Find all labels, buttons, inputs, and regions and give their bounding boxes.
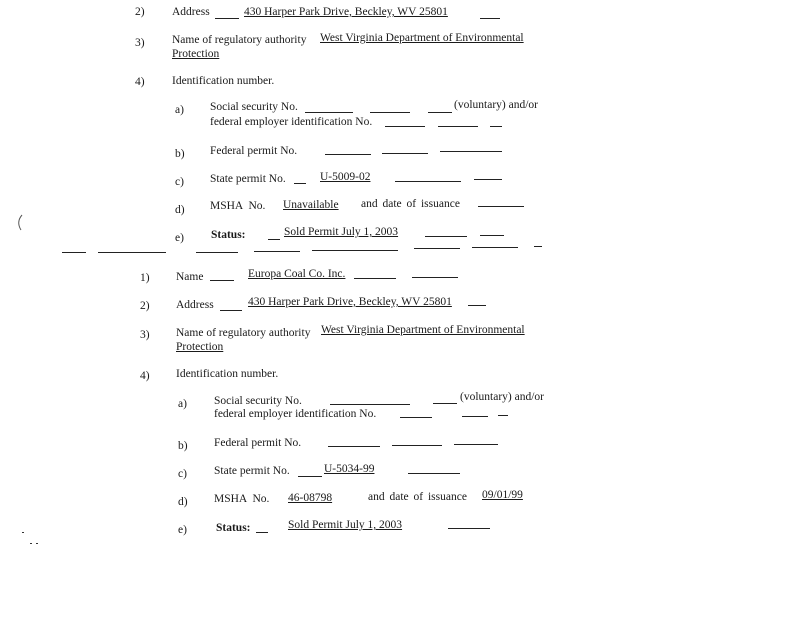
blank-line	[305, 112, 353, 113]
b2-item1-number: 1)	[140, 272, 150, 284]
separator-line	[254, 251, 300, 252]
b2-issuance-date: 09/01/99	[482, 489, 523, 501]
blank-line	[220, 310, 242, 311]
b1-b-letter: b)	[175, 148, 185, 160]
blank-line	[400, 417, 432, 418]
b2-address-label: Address	[176, 299, 214, 311]
b1-msha-value: Unavailable	[283, 199, 339, 211]
blank-line	[256, 532, 268, 533]
b2-voluntary-note: (voluntary) and/or	[460, 391, 544, 403]
blank-line	[354, 278, 396, 279]
blank-line	[428, 112, 452, 113]
blank-line	[490, 126, 502, 127]
b1-state-permit-value: U-5009-02	[320, 171, 371, 183]
b1-address-label: Address	[172, 6, 210, 18]
b1-regulatory-label: Name of regulatory authority	[172, 34, 307, 46]
b2-d-letter: d)	[178, 496, 188, 508]
blank-line	[328, 446, 380, 447]
b2-state-permit-value: U-5034-99	[324, 463, 375, 475]
b1-voluntary-note: (voluntary) and/or	[454, 99, 538, 111]
b2-address-value: 430 Harper Park Drive, Beckley, WV 25801	[248, 296, 452, 308]
blank-line	[498, 415, 508, 416]
b2-ein-label: federal employer identification No.	[214, 408, 377, 420]
b1-ssn-label: Social security No.	[210, 101, 298, 113]
b2-state-permit-label: State permit No.	[214, 465, 290, 477]
b2-status-label: Status:	[216, 522, 251, 534]
separator-line	[534, 246, 542, 247]
b1-state-permit-label: State permit No.	[210, 173, 286, 185]
blank-line	[412, 277, 458, 278]
blank-line	[480, 235, 504, 236]
b1-d-letter: d)	[175, 204, 185, 216]
b2-b-letter: b)	[178, 440, 188, 452]
blank-line	[474, 179, 502, 180]
b2-a-letter: a)	[178, 398, 187, 410]
b1-regulatory-value-line1: West Virginia Department of Environmental	[320, 32, 524, 44]
b1-regulatory-value-line2: Protection	[172, 48, 220, 60]
scan-mark-icon	[14, 214, 24, 232]
b2-regulatory-label: Name of regulatory authority	[176, 327, 311, 339]
separator-line	[98, 252, 166, 253]
b1-address-value: 430 Harper Park Drive, Beckley, WV 25801	[244, 6, 448, 18]
b1-c-letter: c)	[175, 176, 184, 188]
b2-item3-number: 3)	[140, 329, 150, 341]
b1-item4-number: 4)	[135, 76, 145, 88]
blank-line	[392, 445, 442, 446]
b2-e-letter: e)	[178, 524, 187, 536]
blank-line	[408, 473, 460, 474]
blank-line	[294, 183, 306, 184]
b1-e-letter: e)	[175, 232, 184, 244]
blank-line	[215, 18, 239, 19]
b2-name-label: Name	[176, 271, 204, 283]
blank-line	[480, 18, 500, 19]
b2-regulatory-value-line1: West Virginia Department of Environmental	[321, 324, 525, 336]
blank-line	[382, 153, 428, 154]
blank-line	[425, 236, 467, 237]
b1-item3-number: 3)	[135, 37, 145, 49]
scan-speck	[36, 543, 38, 544]
b2-ssn-label: Social security No.	[214, 395, 302, 407]
b2-federal-permit-label: Federal permit No.	[214, 437, 302, 449]
blank-line	[298, 476, 322, 477]
b1-item2-number: 2)	[135, 6, 145, 18]
blank-line	[370, 112, 410, 113]
blank-line	[330, 404, 410, 405]
b1-federal-permit-label: Federal permit No.	[210, 145, 298, 157]
separator-line	[472, 247, 518, 248]
b2-identification-label: Identification number.	[176, 368, 279, 380]
blank-line	[468, 305, 486, 306]
scan-speck	[22, 532, 24, 533]
b2-issuance-label: and date of issuance	[368, 491, 467, 503]
blank-line	[478, 206, 524, 207]
blank-line	[268, 239, 280, 240]
blank-line	[325, 154, 371, 155]
b2-regulatory-value-line2: Protection	[176, 341, 224, 353]
separator-line	[414, 248, 460, 249]
b1-status-value: Sold Permit July 1, 2003	[284, 226, 399, 238]
b1-issuance-label: and date of issuance	[361, 198, 460, 210]
blank-line	[448, 528, 490, 529]
b2-item4-number: 4)	[140, 370, 150, 382]
b1-a-letter: a)	[175, 104, 184, 116]
b1-identification-label: Identification number.	[172, 75, 275, 87]
b1-ein-label: federal employer identification No.	[210, 116, 373, 128]
b2-status-value: Sold Permit July 1, 2003	[288, 519, 403, 531]
blank-line	[440, 151, 502, 152]
b2-item2-number: 2)	[140, 300, 150, 312]
blank-line	[433, 403, 457, 404]
separator-line	[312, 250, 398, 251]
separator-line	[196, 252, 238, 253]
blank-line	[438, 126, 478, 127]
b1-status-label: Status:	[211, 229, 246, 241]
blank-line	[395, 181, 461, 182]
b2-msha-label: MSHA No.	[214, 493, 270, 505]
separator-line	[62, 252, 86, 253]
b2-name-value: Europa Coal Co. Inc.	[248, 268, 346, 280]
b1-msha-label: MSHA No.	[210, 200, 266, 212]
blank-line	[385, 126, 425, 127]
blank-line	[454, 444, 498, 445]
scan-speck	[30, 543, 32, 544]
b2-c-letter: c)	[178, 468, 187, 480]
blank-line	[462, 416, 488, 417]
b2-msha-value: 46-08798	[288, 492, 333, 504]
blank-line	[210, 280, 234, 281]
